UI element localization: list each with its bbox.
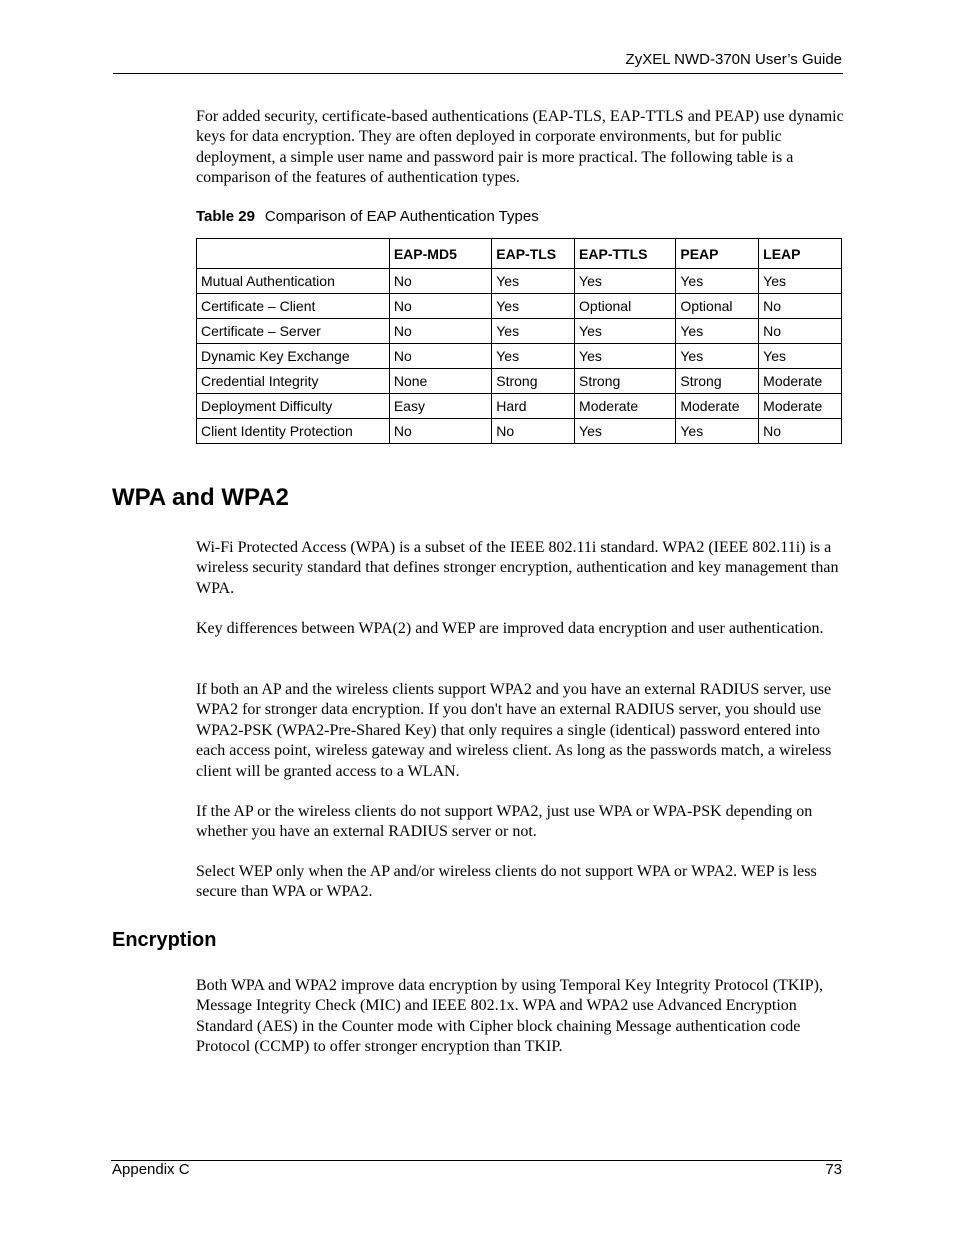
footer-section-label: Appendix C xyxy=(112,1161,190,1178)
table-cell: Strong xyxy=(676,369,759,394)
table-cell: Strong xyxy=(492,369,575,394)
table-cell: Yes xyxy=(759,344,842,369)
table-cell: Moderate xyxy=(676,394,759,419)
table-cell: No xyxy=(389,419,491,444)
footer-divider xyxy=(111,1160,842,1161)
table-cell: Yes xyxy=(575,344,676,369)
table-cell: Moderate xyxy=(759,369,842,394)
table-cell: Certificate – Server xyxy=(197,319,390,344)
running-header: ZyXEL NWD-370N User’s Guide xyxy=(625,51,842,68)
page-number: 73 xyxy=(825,1161,842,1178)
table-row xyxy=(197,269,842,294)
wpa-paragraph-4: If the AP or the wireless clients do not support WPA2, just use WPA or WPA-PSK depending on whether you have an external RADIUS server or not. xyxy=(196,803,813,841)
wpa-paragraph-3: If both an AP and the wireless clients support WPA2 and you have an external RADIUS server, use WPA2 for stronger data encryption. If you don't have an external RADIUS server, you should use WPA2-PSK (WPA2-Pre-Shared Key) that only requires a single (identical) password entered into each access point, wireless gateway and wireless client. As long as the passwords match, a wireless client will be granted access to a WLAN. xyxy=(196,681,832,780)
table-cell: Easy xyxy=(389,394,491,419)
table-cell: No xyxy=(389,269,491,294)
table-cell: Yes xyxy=(492,344,575,369)
table-row xyxy=(197,419,842,444)
table-cell: Yes xyxy=(676,419,759,444)
table-cell: No xyxy=(389,319,491,344)
table-cell: No xyxy=(492,419,575,444)
table-cell: Yes xyxy=(759,269,842,294)
table-caption xyxy=(196,208,539,225)
table-cell: No xyxy=(759,419,842,444)
table-header-row xyxy=(197,239,842,269)
wpa-paragraph-1: Wi-Fi Protected Access (WPA) is a subset of the IEEE 802.11i standard. WPA2 (IEEE 802.11i) is a wireless security standard that defines stronger encryption, authentication and key management than WPA. xyxy=(196,539,839,597)
table-cell: Yes xyxy=(575,269,676,294)
table-cell: Strong xyxy=(575,369,676,394)
table-header-cell: EAP-TTLS xyxy=(575,239,676,269)
table-header-cell: PEAP xyxy=(676,239,759,269)
table-cell: Dynamic Key Exchange xyxy=(197,344,390,369)
table-cell: Yes xyxy=(676,269,759,294)
table-cell: Yes xyxy=(492,319,575,344)
table-row xyxy=(197,319,842,344)
table-cell: No xyxy=(759,319,842,344)
table-cell: Deployment Difficulty xyxy=(197,394,390,419)
table-cell: Yes xyxy=(492,269,575,294)
table-cell: Hard xyxy=(492,394,575,419)
header-divider xyxy=(113,73,843,74)
table-cell: Mutual Authentication xyxy=(197,269,390,294)
table-header-cell: LEAP xyxy=(759,239,842,269)
wpa-paragraph-2: Key differences between WPA(2) and WEP are improved data encryption and user authentication. xyxy=(196,620,824,637)
table-cell: Credential Integrity xyxy=(197,369,390,394)
table-header-cell: EAP-MD5 xyxy=(389,239,491,269)
table-row xyxy=(197,344,842,369)
table-caption-number: Table 29 xyxy=(196,208,255,225)
wpa-paragraph-5: Select WEP only when the AP and/or wireless clients do not support WPA or WPA2. WEP is less secure than WPA or WPA2. xyxy=(196,863,817,901)
table-cell: Certificate – Client xyxy=(197,294,390,319)
table-row xyxy=(197,394,842,419)
table-cell: Yes xyxy=(575,319,676,344)
table-caption-text: Comparison of EAP Authentication Types xyxy=(264,208,539,225)
table-cell: Yes xyxy=(676,319,759,344)
table-cell: Optional xyxy=(575,294,676,319)
encryption-paragraph: Both WPA and WPA2 improve data encryption by using Temporal Key Integrity Protocol (TKIP), Message Integrity Check (MIC) and IEEE 802.1x. WPA and WPA2 use Advanced Encryption Standard (AES) in the Counter mode with Cipher block chaining Message authentication code Protocol (CCMP) to offer stronger encryption than TKIP. xyxy=(196,977,823,1056)
table-cell: No xyxy=(759,294,842,319)
table-header-cell xyxy=(197,239,390,269)
table-cell: Yes xyxy=(676,344,759,369)
table-cell: Client Identity Protection xyxy=(197,419,390,444)
eap-comparison-table xyxy=(196,238,842,444)
section-heading-wpa: WPA and WPA2 xyxy=(112,484,289,511)
table-cell: No xyxy=(389,294,491,319)
intro-paragraph: For added security, certificate-based authentications (EAP-TLS, EAP-TTLS and PEAP) use dynamic keys for data encryption. They are often deployed in corporate environments, but for public deployment, a simple user name and password pair is more practical. The following table is a comparison of the features of authentication types. xyxy=(196,108,844,187)
table-cell: Optional xyxy=(676,294,759,319)
table-cell: Yes xyxy=(575,419,676,444)
table-cell: Moderate xyxy=(575,394,676,419)
table-row xyxy=(197,294,842,319)
table-cell: Moderate xyxy=(759,394,842,419)
table-cell: None xyxy=(389,369,491,394)
section-heading-encryption: Encryption xyxy=(112,929,217,951)
table-header-cell: EAP-TLS xyxy=(492,239,575,269)
table-row xyxy=(197,369,842,394)
table-cell: No xyxy=(389,344,491,369)
table-cell: Yes xyxy=(492,294,575,319)
